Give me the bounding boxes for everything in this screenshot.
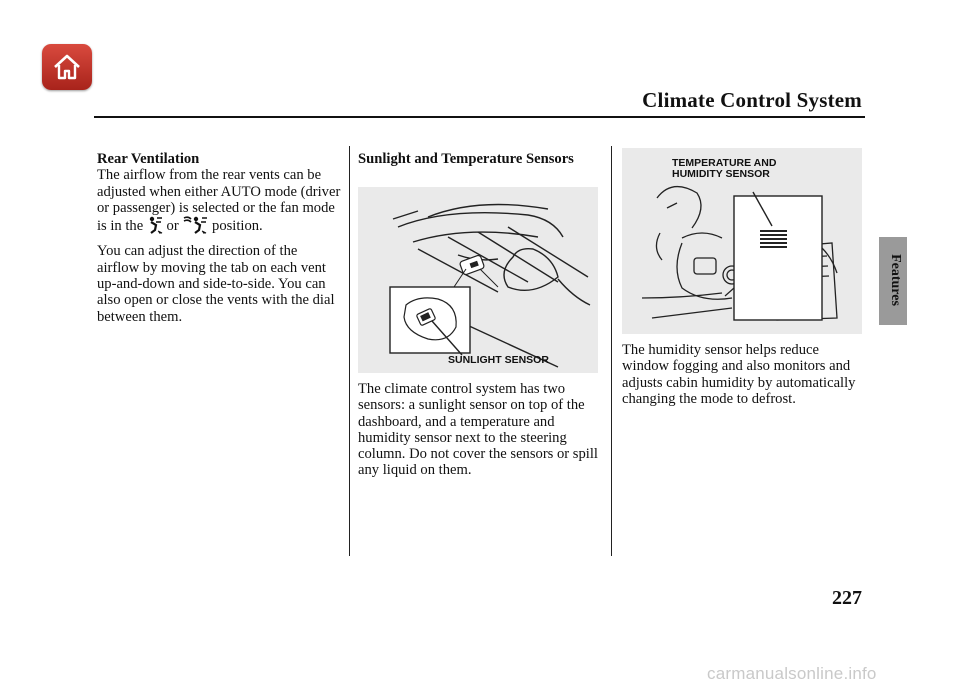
watermark: carmanualsonline.info (707, 664, 877, 683)
figure-label-line1: TEMPERATURE AND (672, 157, 777, 169)
page-number: 227 (832, 587, 862, 609)
sunlight-sensor-illustration (358, 187, 598, 373)
column-rear-ventilation (97, 151, 341, 334)
paragraph: The airflow from the rear vents can be adjusted when either AUTO mode (driver or passenger) is selected or the fan mode is in the or position. (97, 167, 341, 235)
section-heading: Sunlight and Temperature Sensors (358, 151, 574, 167)
section-heading: Rear Ventilation (97, 151, 200, 167)
paragraph: The humidity sensor helps reduce window fogging and also monitors and adjusts cabin humidity by automatically changing the mode to defrost. (622, 342, 856, 407)
figure-label-line2: HUMIDITY SENSOR (672, 168, 770, 180)
page-title: Climate Control System (642, 88, 862, 112)
column-divider (611, 146, 612, 556)
home-button[interactable] (42, 44, 92, 90)
humidity-sensor-figure (622, 148, 862, 334)
fan-floor-icon (147, 216, 163, 234)
home-icon (52, 53, 82, 81)
sunlight-sensor-figure (358, 187, 598, 373)
paragraph: The climate control system has two sensors: a sunlight sensor on top of the dashboard, and a temperature and humidity sensor next to the steering column. Do not cover the sensors or spill any liquid on them. (358, 381, 598, 479)
column-humidity-body (622, 342, 862, 416)
paragraph: You can adjust the direction of the airflow by moving the tab on each vent up-and-down and side-to-side. You can also open or close the vents with the dial between them. (97, 243, 335, 325)
section-tab-label: Features (888, 254, 903, 306)
figure-label: SUNLIGHT SENSOR (448, 354, 549, 366)
column-sensors (358, 151, 602, 167)
column-divider (349, 146, 350, 556)
column-sensors-body (358, 381, 602, 488)
header-rule (94, 116, 865, 118)
fan-floor-defrost-icon (182, 216, 208, 234)
